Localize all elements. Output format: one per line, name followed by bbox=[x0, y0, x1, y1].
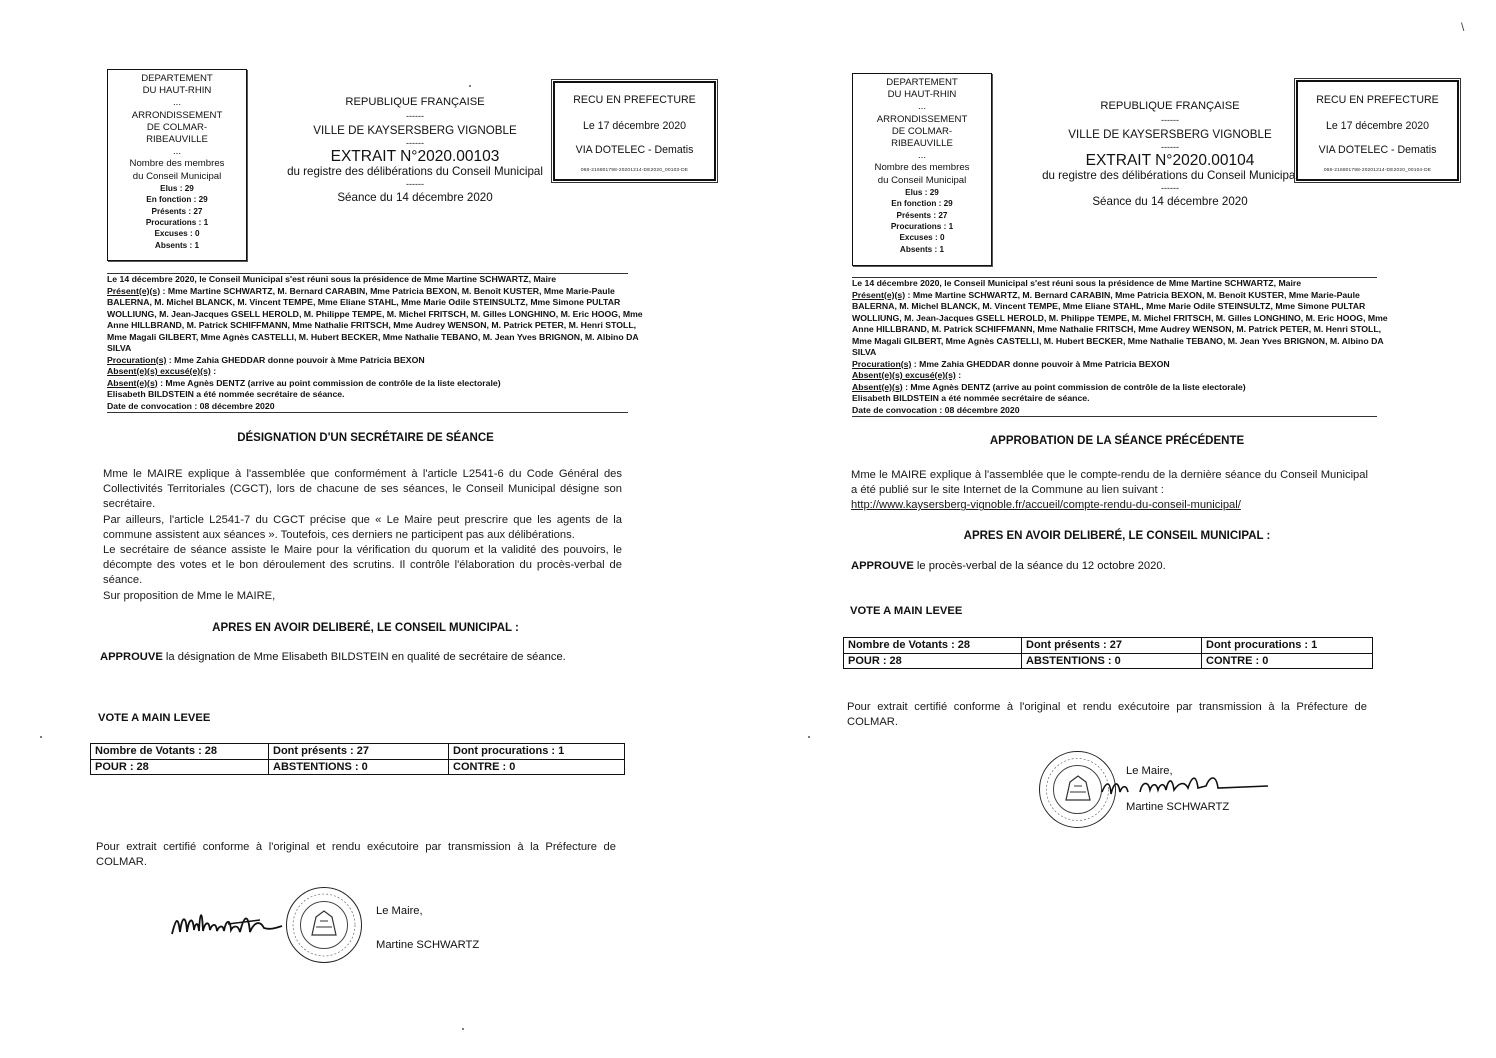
procurations-cell: Dont procurations : 1 bbox=[449, 744, 625, 760]
compte-rendu-link[interactable]: http://www.kaysersberg-vignoble.fr/accueil/compte-rendu-du-conseil-municipal/ bbox=[851, 499, 1241, 512]
dept-count: Excuses : 0 bbox=[154, 229, 200, 239]
republique-label: REPUBLIQUE FRANÇAISE bbox=[1100, 100, 1240, 112]
dept-count: En fonction : 29 bbox=[146, 195, 208, 205]
document-header bbox=[270, 96, 560, 204]
presence-line: : Mme Agnès DENTZ (arrive au point commission de contrôle de la liste electorale) bbox=[902, 381, 1246, 392]
prefecture-via: VIA DOTELEC - Dematis bbox=[575, 144, 694, 156]
deliberation-body bbox=[103, 467, 622, 604]
prefecture-date: Le 17 décembre 2020 bbox=[582, 120, 687, 132]
presents-label: Présent(e)(s) bbox=[107, 285, 161, 296]
extrait-number: EXTRAIT N°2020.00104 bbox=[1085, 152, 1255, 169]
body-paragraph: Sur proposition de Mme le MAIRE, bbox=[103, 589, 276, 602]
procurations-label: Procuration(s) bbox=[107, 354, 167, 365]
dept-count: Absents : 1 bbox=[154, 240, 200, 250]
dept-count: Elus : 29 bbox=[905, 187, 939, 197]
presents-cell: Dont présents : 27 bbox=[1022, 638, 1202, 654]
dept-count: Procurations : 1 bbox=[890, 222, 954, 232]
dept-line: ... bbox=[173, 146, 181, 158]
presence-line: WOLLIUNG, M. Jean-Jacques GSELL HEROLD, M. Philippe TEMPE, M. Michel FRITSCH, M. Gilles LONGHINO, M. Eric HOOG, Mme bbox=[852, 312, 1388, 323]
presence-line: Le 14 décembre 2020, le Conseil Municipal s'est réuni sous la présidence de Mme Martine SCHWARTZ, Maire bbox=[107, 274, 557, 284]
dept-line: Nombre des membres bbox=[874, 162, 970, 174]
dept-line: du Conseil Municipal bbox=[132, 170, 222, 182]
separator: ------ bbox=[406, 138, 424, 148]
dept-line: RIBEAUVILLE bbox=[146, 134, 208, 146]
seance-date: Séance du 14 décembre 2020 bbox=[1092, 195, 1248, 208]
approuve-keyword: APPROUVE bbox=[100, 651, 163, 663]
table-row bbox=[91, 744, 625, 760]
republique-label: REPUBLIQUE FRANÇAISE bbox=[345, 96, 485, 108]
approuve-line bbox=[100, 651, 566, 663]
absents-label: Absent(e)(s) bbox=[852, 381, 903, 392]
seance-date: Séance du 14 décembre 2020 bbox=[337, 191, 493, 204]
dept-count: Elus : 29 bbox=[160, 183, 194, 193]
body-paragraph: Par ailleurs, l'article L2541-7 du CGCT précise que « Le Maire peut prescrire que les agents de la commune assistent aux séances ». Toutefois, ces derniers ne participent pas aux délibérations. bbox=[103, 513, 622, 541]
approuve-text: la désignation de Mme Elisabeth BILDSTEIN en qualité de secrétaire de séance. bbox=[162, 651, 566, 663]
divider bbox=[107, 412, 628, 413]
dept-line: RIBEAUVILLE bbox=[891, 138, 953, 150]
ville-label: VILLE DE KAYSERSBERG VIGNOBLE bbox=[313, 124, 517, 137]
pour-cell: POUR : 28 bbox=[844, 653, 1022, 669]
pour-cell: POUR : 28 bbox=[91, 759, 269, 775]
contre-cell: CONTRE : 0 bbox=[449, 759, 625, 775]
body-paragraph: Mme le MAIRE explique à l'assemblée que conformément à l'article L2541-6 du Code Général des Collectivités Territoriales (CGCT), lors de chacune de ses séances, le Conseil Municipal désigne son secrétaire. bbox=[103, 468, 622, 511]
presents-label: Présent(e)(s) bbox=[852, 289, 906, 300]
seal-emblem-icon bbox=[286, 887, 362, 963]
presence-block bbox=[852, 278, 1388, 416]
body-paragraph: Mme le MAIRE explique à l'assemblée que le compte-rendu de la dernière séance du Conseil Municipal a été publié sur le site Internet de la Commune au lien suivant : bbox=[851, 469, 1368, 497]
abstentions-cell: ABSTENTIONS : 0 bbox=[1022, 653, 1202, 669]
contre-cell: CONTRE : 0 bbox=[1202, 653, 1373, 669]
absents-label: Absent(e)(s) bbox=[107, 377, 158, 388]
prefecture-date: Le 17 décembre 2020 bbox=[1325, 120, 1430, 132]
presence-line: WOLLIUNG, M. Jean-Jacques GSELL HEROLD, M. Philippe TEMPE, M. Michel FRITSCH, M. Gilles LONGHINO, M. Eric HOOG, Mme bbox=[107, 308, 643, 319]
prefecture-code: 068-216801798-20201214-DE2020_00103-DE bbox=[580, 168, 689, 173]
dept-line: Nombre des membres bbox=[129, 158, 225, 170]
maire-name: Martine SCHWARTZ bbox=[376, 939, 480, 951]
prefecture-title: RECU EN PREFECTURE bbox=[573, 94, 696, 106]
dept-count: En fonction : 29 bbox=[891, 199, 953, 209]
dept-line: DU HAUT-RHIN bbox=[887, 89, 957, 101]
prefecture-stamp bbox=[553, 81, 716, 181]
department-box bbox=[852, 73, 992, 266]
absents-excuses-label: Absent(e)(s) excusé(e)(s) bbox=[107, 366, 211, 376]
presence-line: SILVA bbox=[107, 343, 132, 353]
presence-line: : Mme Zahia GHEDDAR donne pouvoir à Mme Patricia BEXON bbox=[166, 354, 425, 365]
presence-line: : Mme Martine SCHWARTZ, M. Bernard CARABIN, Mme Patricia BEXON, M. Benoît KUSTER, Mme Marie-Paule bbox=[905, 289, 1360, 300]
dept-line: ... bbox=[173, 97, 181, 109]
presence-line: BALERNA, M. Michel BLANCK, M. Vincent TEMPE, Mme Eliane STAHL, Mme Marie Odile STEINSULTZ, Mme Simone PULTAR bbox=[107, 297, 621, 307]
presence-line: Mme Magali GILBERT, Mme Agnès CASTELLI, M. Hubert BECKER, Mme Nathalie TEBANO, M. Jean Yves BRIGNON, M. Albino DA bbox=[852, 335, 1384, 346]
dept-count: Présents : 27 bbox=[151, 206, 203, 216]
dept-line: DEPARTEMENT bbox=[141, 73, 213, 84]
dept-line: ... bbox=[918, 150, 926, 162]
apres-deliberation: APRES EN AVOIR DELIBERÉ, LE CONSEIL MUNICIPAL : bbox=[963, 530, 1271, 542]
presence-line: : Mme Martine SCHWARTZ, M. Bernard CARABIN, Mme Patricia BEXON, M. Benoît KUSTER, Mme Marie-Paule bbox=[160, 285, 615, 296]
margin-mark: \ bbox=[1461, 20, 1465, 34]
dept-count: Présents : 27 bbox=[896, 210, 948, 220]
procurations-cell: Dont procurations : 1 bbox=[1202, 638, 1373, 654]
presence-line: Mme Magali GILBERT, Mme Agnès CASTELLI, M. Hubert BECKER, Mme Nathalie TEBANO, M. Jean Yves BRIGNON, M. Albino DA bbox=[107, 331, 639, 342]
department-box bbox=[107, 69, 247, 261]
convocation-date: Date de convocation : 08 décembre 2020 bbox=[852, 404, 1020, 415]
dept-line: ... bbox=[918, 101, 926, 113]
presence-line: : bbox=[210, 366, 217, 376]
dept-count: Absents : 1 bbox=[899, 244, 945, 254]
table-row bbox=[91, 759, 625, 775]
presence-line: : bbox=[955, 370, 962, 380]
presence-line: : Mme Zahia GHEDDAR donne pouvoir à Mme Patricia BEXON bbox=[911, 358, 1170, 369]
document-header bbox=[1020, 100, 1320, 208]
presence-line: Elisabeth BILDSTEIN a été nommée secrétaire de séance. bbox=[852, 393, 1090, 403]
dept-line: DEPARTEMENT bbox=[886, 77, 958, 88]
presents-cell: Dont présents : 27 bbox=[269, 744, 449, 760]
absents-excuses-label: Absent(e)(s) excusé(e)(s) bbox=[852, 370, 956, 380]
official-seal bbox=[286, 887, 362, 963]
votants-cell: Nombre de Votants : 28 bbox=[91, 744, 269, 760]
ville-label: VILLE DE KAYSERSBERG VIGNOBLE bbox=[1068, 128, 1272, 141]
separator: ------ bbox=[1161, 183, 1179, 193]
dept-count: Procurations : 1 bbox=[145, 218, 209, 228]
approuve-line bbox=[851, 560, 1166, 572]
votants-cell: Nombre de Votants : 28 bbox=[844, 638, 1022, 654]
maire-label: Le Maire, bbox=[1126, 765, 1173, 777]
presence-line: BALERNA, M. Michel BLANCK, M. Vincent TEMPE, Mme Eliane STAHL, Mme Marie Odile STEINSULTZ, Mme Simone PULTAR bbox=[852, 301, 1366, 311]
prefecture-code: 068-216801798-20201214-DE2020_00104-DE bbox=[1323, 168, 1432, 173]
table-row bbox=[844, 653, 1373, 669]
vote-table bbox=[843, 637, 1373, 669]
dept-line: ARRONDISSEMENT bbox=[131, 109, 223, 121]
divider bbox=[852, 416, 1377, 417]
extrait-number: EXTRAIT N°2020.00103 bbox=[330, 148, 500, 165]
dept-line: DE COLMAR- bbox=[891, 125, 953, 137]
document-page-right bbox=[748, 0, 1496, 1058]
prefecture-stamp bbox=[1296, 80, 1459, 181]
separator: ------ bbox=[1161, 115, 1179, 125]
vote-title: VOTE A MAIN LEVEE bbox=[850, 605, 963, 617]
dept-line: ARRONDISSEMENT bbox=[876, 113, 968, 125]
registre-label: du registre des délibérations du Conseil Municipal bbox=[1042, 169, 1298, 182]
approuve-text: le procès-verbal de la séance du 12 octobre 2020. bbox=[913, 560, 1166, 572]
presence-line: : Mme Agnès DENTZ (arrive au point commission de contrôle de la liste electorale) bbox=[157, 377, 501, 388]
mayor-signature bbox=[1098, 768, 1273, 804]
presence-line: Le 14 décembre 2020, le Conseil Municipal s'est réuni sous la présidence de Mme Martine SCHWARTZ, Maire bbox=[852, 278, 1302, 288]
maire-name: Martine SCHWARTZ bbox=[1126, 801, 1230, 813]
presence-block bbox=[107, 274, 643, 412]
approuve-keyword: APPROUVE bbox=[851, 560, 914, 572]
prefecture-via: VIA DOTELEC - Dematis bbox=[1318, 144, 1437, 156]
maire-label: Le Maire, bbox=[376, 905, 423, 917]
presence-line: SILVA bbox=[852, 347, 877, 357]
abstentions-cell: ABSTENTIONS : 0 bbox=[269, 759, 449, 775]
dept-line: DE COLMAR- bbox=[146, 121, 208, 133]
dept-line: DU HAUT-RHIN bbox=[142, 85, 212, 97]
convocation-date: Date de convocation : 08 décembre 2020 bbox=[107, 400, 275, 411]
deliberation-body bbox=[851, 468, 1368, 514]
certification-text: Pour extrait certifié conforme à l'original et rendu exécutoire par transmission à la Préfecture de COLMAR. bbox=[96, 841, 616, 869]
presence-line: Anne HILLBRAND, M. Patrick SCHIFFMANN, Mme Nathalie FRITSCH, Mme Audrey WENSON, M. Patrick PETER, M. Henri STOLL, bbox=[107, 320, 637, 330]
section-title: APPROBATION DE LA SÉANCE PRÉCÉDENTE bbox=[989, 435, 1245, 447]
presence-line: Elisabeth BILDSTEIN a été nommée secrétaire de séance. bbox=[107, 389, 345, 399]
apres-deliberation: APRES EN AVOIR DELIBERÉ, LE CONSEIL MUNICIPAL : bbox=[212, 622, 519, 634]
separator: ------ bbox=[406, 179, 424, 189]
presence-line: Anne HILLBRAND, M. Patrick SCHIFFMANN, Mme Nathalie FRITSCH, Mme Audrey WENSON, M. Patrick PETER, M. Henri STOLL, bbox=[852, 324, 1382, 334]
body-paragraph: Le secrétaire de séance assiste le Maire pour la vérification du quorum et la validité des pouvoirs, le décompte des votes et le bon déroulement des scrutins. Il contrôle l'élaboration du procès-verbal de séance. bbox=[103, 544, 622, 587]
prefecture-title: RECU EN PREFECTURE bbox=[1316, 94, 1439, 106]
dept-line: du Conseil Municipal bbox=[877, 174, 967, 186]
table-row bbox=[844, 638, 1373, 654]
procurations-label: Procuration(s) bbox=[852, 358, 912, 369]
vote-table bbox=[90, 743, 625, 775]
vote-title: VOTE A MAIN LEVEE bbox=[98, 712, 211, 724]
section-title: DÉSIGNATION D'UN SECRÉTAIRE DE SÉANCE bbox=[237, 432, 494, 444]
separator: ------ bbox=[1161, 142, 1179, 152]
dept-count: Excuses : 0 bbox=[899, 233, 945, 243]
separator: ------ bbox=[406, 111, 424, 121]
registre-label: du registre des délibérations du Conseil Municipal bbox=[287, 165, 543, 178]
certification-text: Pour extrait certifié conforme à l'original et rendu exécutoire par transmission à la Préfecture de COLMAR. bbox=[847, 701, 1367, 729]
